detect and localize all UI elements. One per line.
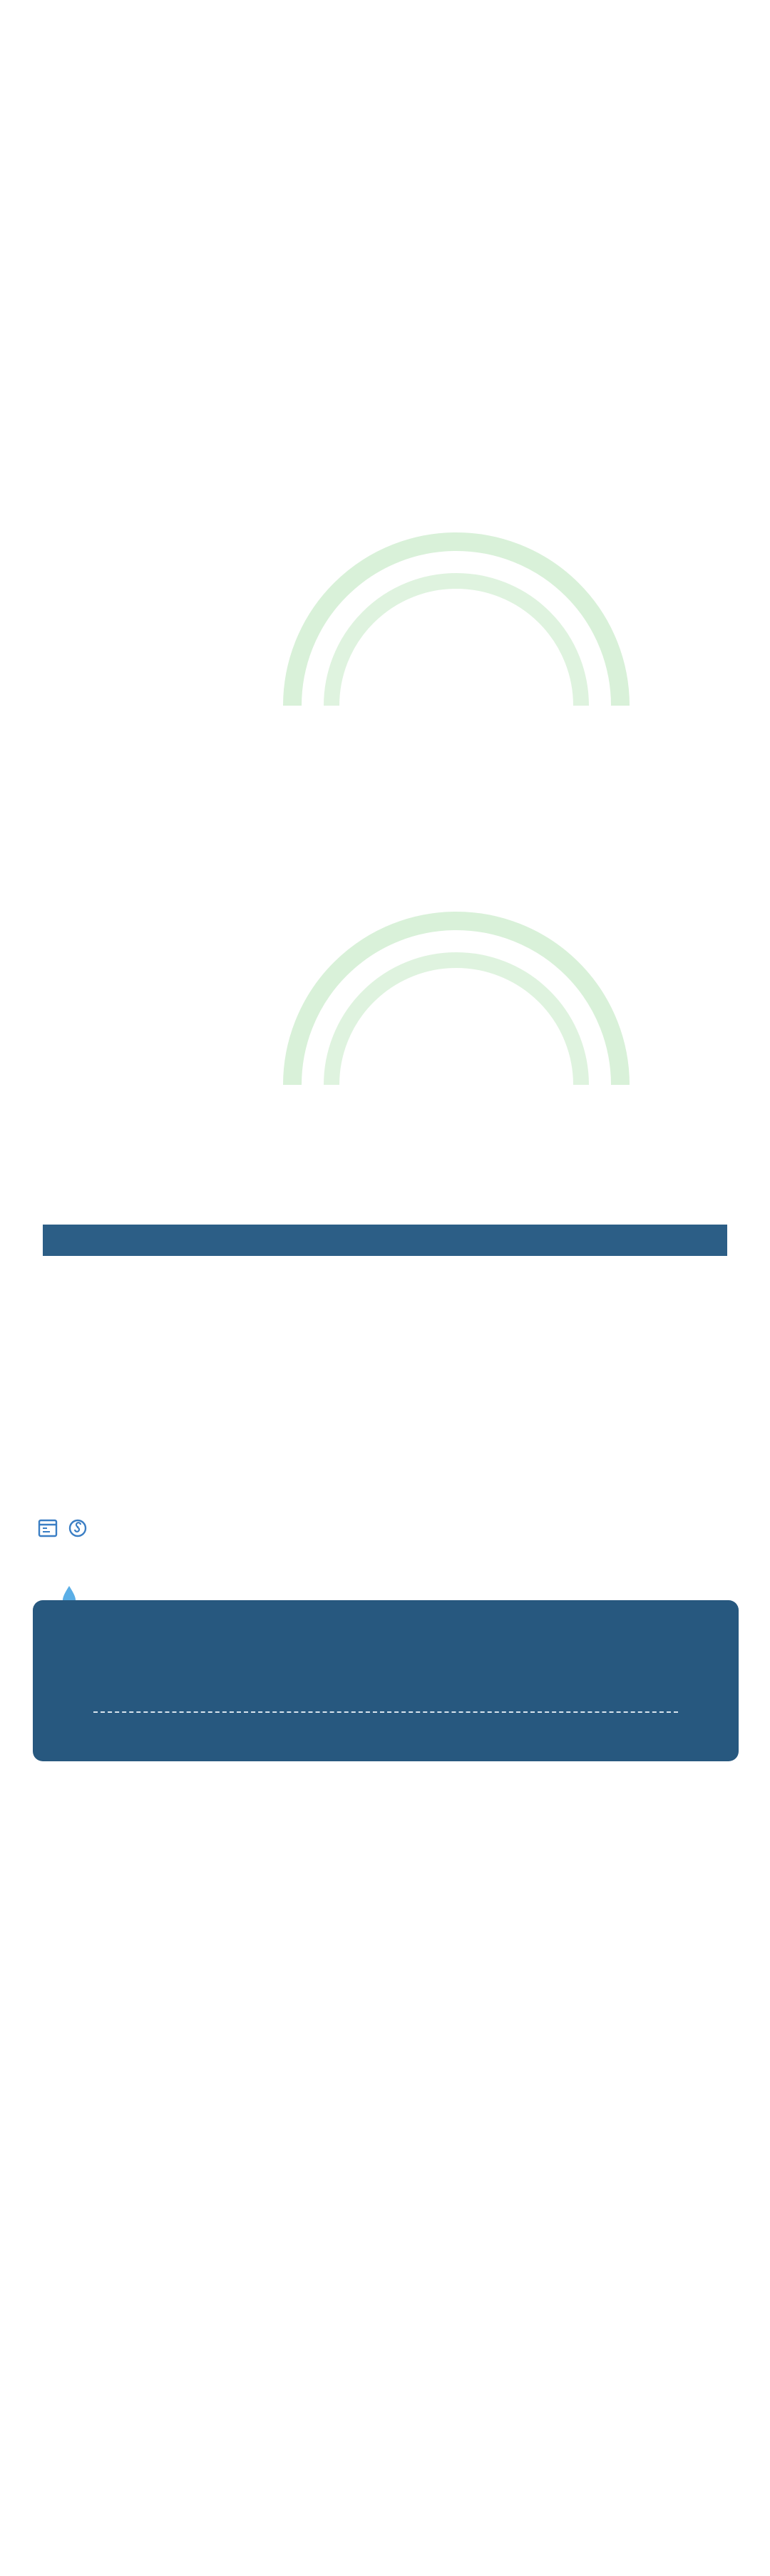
watermark-arc [264, 492, 635, 706]
excerpt-line [43, 874, 73, 890]
excerpt-line [43, 940, 73, 956]
banner-divider [93, 1711, 678, 1713]
products-table [43, 1225, 727, 1256]
excerpt-line [43, 385, 73, 401]
column-header [580, 1225, 673, 1255]
mini-program-icon [67, 1518, 88, 1539]
excerpt-line [43, 473, 73, 488]
column-header [673, 1225, 727, 1255]
products-footer [33, 1510, 739, 1547]
excerpt-line [43, 495, 73, 510]
new-standard-excerpt [29, 743, 741, 1085]
browser-icon [37, 1518, 58, 1539]
excerpt-line-highlighted [43, 428, 73, 444]
excerpt-line [43, 896, 73, 912]
excerpt-line [43, 764, 73, 780]
column-header [435, 1225, 581, 1255]
interpretation-banner [33, 1600, 739, 1761]
excerpt-line [43, 743, 73, 758]
old-standard-excerpt [29, 364, 741, 706]
excerpt-line [43, 561, 73, 577]
excerpt-line [43, 852, 73, 867]
excerpt-line [43, 364, 73, 379]
table-header-row [43, 1225, 727, 1255]
column-header [239, 1225, 434, 1255]
excerpt-line-highlighted [43, 808, 73, 823]
watermark-arc [264, 871, 635, 1085]
column-header [43, 1225, 239, 1255]
excerpt-line [43, 517, 73, 532]
